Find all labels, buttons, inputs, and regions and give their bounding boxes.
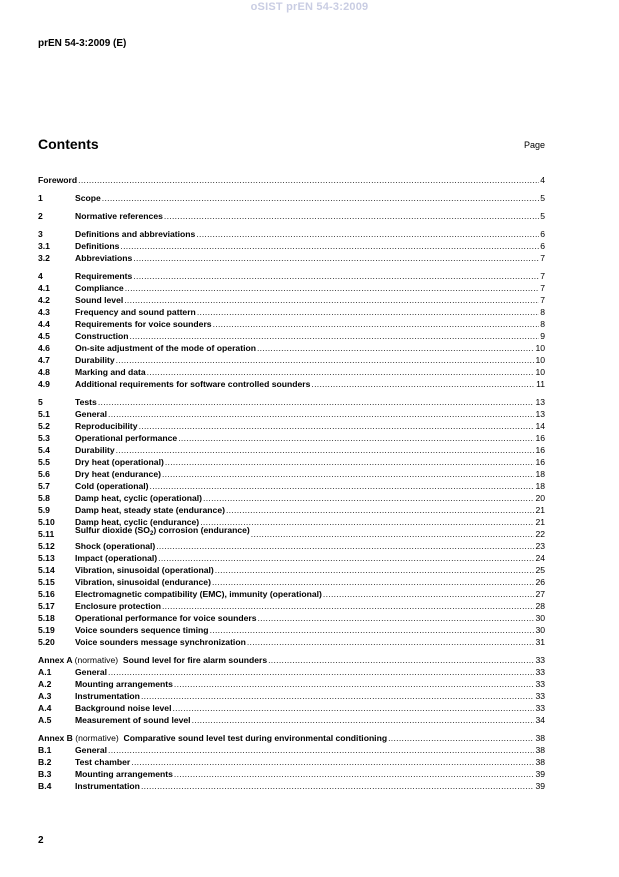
toc-row[interactable] — [38, 540, 545, 552]
toc-number: 5.3 — [38, 433, 50, 443]
toc-row[interactable] — [38, 588, 545, 600]
toc-page: 27 — [535, 589, 545, 599]
toc-title: Enclosure protection — [75, 601, 161, 611]
toc-page: 7 — [540, 271, 545, 281]
toc-number: 4.1 — [38, 283, 50, 293]
toc-page: 30 — [535, 613, 545, 623]
toc-row[interactable] — [38, 432, 545, 444]
toc-page: 24 — [535, 553, 545, 563]
toc-page: 6 — [540, 241, 545, 251]
toc-number: 5.8 — [38, 493, 50, 503]
toc-number: 5.17 — [38, 601, 55, 611]
toc-number: 5.18 — [38, 613, 55, 623]
toc-row[interactable] — [38, 282, 545, 294]
toc-row[interactable] — [38, 396, 545, 408]
toc-page: 16 — [535, 433, 545, 443]
toc-row[interactable] — [38, 420, 545, 432]
toc-number: 5.7 — [38, 481, 50, 491]
toc-row[interactable] — [38, 780, 545, 792]
toc-row[interactable] — [38, 666, 545, 678]
toc-title: Cold (operational) — [75, 481, 149, 491]
toc-number: 5.11 — [38, 529, 55, 539]
toc-title: Foreword — [38, 175, 78, 185]
toc-title: Definitions — [75, 241, 120, 251]
toc-row[interactable] — [38, 576, 545, 588]
toc-number: 5.2 — [38, 421, 50, 431]
watermark: oSIST prEN 54-3:2009 — [250, 1, 369, 13]
toc-page: 11 — [536, 379, 545, 389]
toc-row[interactable] — [38, 270, 545, 282]
toc-page: 10 — [535, 367, 545, 377]
toc-title: Damp heat, cyclic (endurance) — [75, 517, 200, 527]
toc-page: 16 — [535, 457, 545, 467]
toc-title: Abbreviations — [75, 253, 133, 263]
toc-page: 33 — [535, 667, 545, 677]
toc-number: 5.19 — [38, 625, 55, 635]
toc-title: General — [75, 409, 108, 419]
toc-title: Sound level — [75, 295, 124, 305]
toc-number: 5.16 — [38, 589, 55, 599]
page-number: 2 — [38, 835, 44, 846]
toc-title: Dry heat (endurance) — [75, 469, 161, 479]
toc-row[interactable] — [38, 504, 545, 516]
toc-number: A.1 — [38, 667, 52, 677]
toc-title: Damp heat, cyclic (operational) — [75, 493, 203, 503]
toc-title: Requirements — [75, 271, 133, 281]
toc-page: 5 — [540, 211, 545, 221]
toc-title: Construction — [75, 331, 129, 341]
toc-number: 5.12 — [38, 541, 55, 551]
toc-page: 33 — [535, 679, 545, 689]
toc-title: Frequency and sound pattern — [75, 307, 196, 317]
toc-number: 5.6 — [38, 469, 50, 479]
toc-number: 2 — [38, 211, 43, 221]
toc-page: 10 — [535, 343, 545, 353]
toc-page: 22 — [535, 529, 545, 539]
toc-page: 23 — [535, 541, 545, 551]
toc-number: 5.13 — [38, 553, 55, 563]
toc-number: A.2 — [38, 679, 52, 689]
toc-title: Voice sounders message synchronization — [75, 637, 246, 647]
toc-page: 18 — [535, 481, 545, 491]
toc-title: Dry heat (operational) — [75, 457, 164, 467]
toc-title: Requirements for voice sounders — [75, 319, 212, 329]
toc-title: Mounting arrangements — [75, 679, 173, 689]
toc-row[interactable] — [38, 294, 545, 306]
toc-number: B.3 — [38, 769, 52, 779]
toc-page: 28 — [535, 601, 545, 611]
toc-number: A.4 — [38, 703, 52, 713]
toc-number: 4.4 — [38, 319, 50, 329]
toc-row[interactable] — [38, 492, 545, 504]
toc-page: 13 — [535, 409, 545, 419]
toc-title: General — [75, 667, 108, 677]
toc-row[interactable] — [38, 210, 545, 222]
toc-page: 14 — [535, 421, 545, 431]
toc-title: Additional requirements for software controlled sounders — [75, 379, 311, 389]
toc-page: 5 — [540, 193, 545, 203]
toc-row[interactable] — [38, 306, 545, 318]
toc-row[interactable] — [38, 768, 545, 780]
toc-title: Background noise level — [75, 703, 172, 713]
toc-number: 1 — [38, 193, 43, 203]
toc-title: Test chamber — [75, 757, 131, 767]
toc-page: 38 — [535, 745, 545, 755]
toc-title: Instrumentation — [75, 781, 140, 791]
toc-page: 31 — [535, 637, 545, 647]
toc-page: 7 — [540, 283, 545, 293]
toc-page: 38 — [535, 757, 545, 767]
toc-number: 5.9 — [38, 505, 50, 515]
toc-row[interactable] — [38, 228, 545, 240]
toc-page: 34 — [535, 715, 545, 725]
toc-number: B.4 — [38, 781, 52, 791]
toc-row[interactable] — [38, 756, 545, 768]
toc-number: 3.1 — [38, 241, 50, 251]
toc-page: 33 — [535, 703, 545, 713]
toc-title: Mounting arrangements — [75, 769, 173, 779]
toc-page: 20 — [535, 493, 545, 503]
toc-row[interactable] — [38, 378, 545, 390]
toc-number: 5.20 — [38, 637, 55, 647]
page-column-label: Page — [523, 140, 545, 150]
toc-page: 8 — [540, 319, 545, 329]
toc-number: 5.10 — [38, 517, 55, 527]
toc-title: Instrumentation — [75, 691, 140, 701]
toc-title: Annex A (normative) Sound level for fire alarm sounders — [38, 655, 268, 665]
toc-number: 5.15 — [38, 577, 55, 587]
toc-row-foreword[interactable] — [38, 174, 545, 186]
toc-row[interactable] — [38, 624, 545, 636]
toc-row[interactable] — [38, 552, 545, 564]
toc-page: 25 — [535, 565, 545, 575]
toc-number: 4.5 — [38, 331, 50, 341]
contents-title: Contents — [38, 136, 99, 152]
toc-row[interactable] — [38, 714, 545, 726]
toc-row[interactable] — [38, 678, 545, 690]
toc-number: 4.2 — [38, 295, 50, 305]
toc-number: 4.8 — [38, 367, 50, 377]
toc-row[interactable] — [38, 192, 545, 204]
toc-row[interactable] — [38, 444, 545, 456]
table-of-contents — [38, 174, 545, 792]
toc-row[interactable] — [38, 342, 545, 354]
toc-row[interactable] — [38, 702, 545, 714]
toc-row[interactable] — [38, 480, 545, 492]
toc-number: 5.4 — [38, 445, 50, 455]
toc-title: Damp heat, steady state (endurance) — [75, 505, 225, 515]
toc-page: 9 — [540, 331, 545, 341]
toc-title: Compliance — [75, 283, 124, 293]
toc-title: Measurement of sound level — [75, 715, 191, 725]
toc-row[interactable] — [38, 636, 545, 648]
toc-row[interactable] — [38, 354, 545, 366]
toc-title: Electromagnetic compatibility (EMC), immunity (operational) — [75, 589, 322, 599]
toc-page: 13 — [535, 397, 545, 407]
toc-title: Annex B (normative) Comparative sound level test during environmental conditioning — [38, 733, 388, 743]
toc-row[interactable] — [38, 330, 545, 342]
toc-row[interactable] — [38, 408, 545, 420]
toc-title: Operational performance — [75, 433, 178, 443]
toc-number: 5.1 — [38, 409, 50, 419]
toc-row[interactable] — [38, 600, 545, 612]
toc-title: Durability — [75, 355, 115, 365]
toc-title: Impact (operational) — [75, 553, 158, 563]
toc-page: 21 — [535, 517, 545, 527]
toc-page: 10 — [535, 355, 545, 365]
toc-title: On-site adjustment of the mode of operation — [75, 343, 256, 353]
toc-number: B.1 — [38, 745, 52, 755]
toc-row[interactable] — [38, 468, 545, 480]
toc-page: 39 — [535, 781, 545, 791]
toc-number: A.3 — [38, 691, 52, 701]
toc-number: 4.9 — [38, 379, 50, 389]
toc-page: 16 — [535, 445, 545, 455]
toc-title: Normative references — [75, 211, 163, 221]
toc-title: General — [75, 745, 108, 755]
toc-title: Shock (operational) — [75, 541, 156, 551]
toc-number: 5.14 — [38, 565, 55, 575]
toc-page: 18 — [535, 469, 545, 479]
toc-page: 21 — [535, 505, 545, 515]
toc-page: 39 — [535, 769, 545, 779]
toc-title: Operational performance for voice sounders — [75, 613, 257, 623]
toc-title: Durability — [75, 445, 115, 455]
toc-title: Marking and data — [75, 367, 146, 377]
toc-row[interactable] — [38, 240, 545, 252]
toc-title: Definitions and abbreviations — [75, 229, 196, 239]
toc-number: 4.3 — [38, 307, 50, 317]
toc-row[interactable] — [38, 252, 545, 264]
toc-page: 33 — [535, 691, 545, 701]
toc-title: Voice sounders sequence timing — [75, 625, 209, 635]
toc-row[interactable] — [38, 525, 545, 540]
toc-number: 5.5 — [38, 457, 50, 467]
toc-page: 6 — [540, 229, 545, 239]
toc-page: 4 — [540, 175, 545, 185]
document-id: prEN 54-3:2009 (E) — [38, 38, 127, 49]
toc-page: 26 — [535, 577, 545, 587]
toc-row-annex-b[interactable] — [38, 732, 545, 744]
toc-page: 38 — [535, 733, 545, 743]
toc-title: Tests — [75, 397, 97, 407]
toc-row[interactable] — [38, 744, 545, 756]
toc-page: 8 — [540, 307, 545, 317]
toc-page: 30 — [535, 625, 545, 635]
toc-number: A.5 — [38, 715, 52, 725]
toc-page: 33 — [535, 655, 545, 665]
toc-number: 4 — [38, 271, 43, 281]
toc-title: Scope — [75, 193, 101, 203]
toc-title: Vibration, sinusoidal (operational) — [75, 565, 214, 575]
toc-title: Reproducibility — [75, 421, 138, 431]
toc-number: 3.2 — [38, 253, 50, 263]
toc-page: 7 — [540, 253, 545, 263]
toc-number: 4.7 — [38, 355, 50, 365]
toc-row-annex-a[interactable] — [38, 654, 545, 666]
toc-row[interactable] — [38, 366, 545, 378]
toc-number: 3 — [38, 229, 43, 239]
toc-row[interactable] — [38, 690, 545, 702]
toc-title: Sulfur dioxide $(SO_2)$ corrosion (endurance) — [75, 525, 250, 537]
toc-row[interactable] — [38, 612, 545, 624]
toc-number: 4.6 — [38, 343, 50, 353]
toc-title: Vibration, sinusoidal (endurance) — [75, 577, 211, 587]
toc-number: 5 — [38, 397, 43, 407]
toc-page: 7 — [540, 295, 545, 305]
toc-row[interactable] — [38, 564, 545, 576]
toc-row[interactable] — [38, 456, 545, 468]
toc-number: B.2 — [38, 757, 52, 767]
toc-row[interactable] — [38, 318, 545, 330]
